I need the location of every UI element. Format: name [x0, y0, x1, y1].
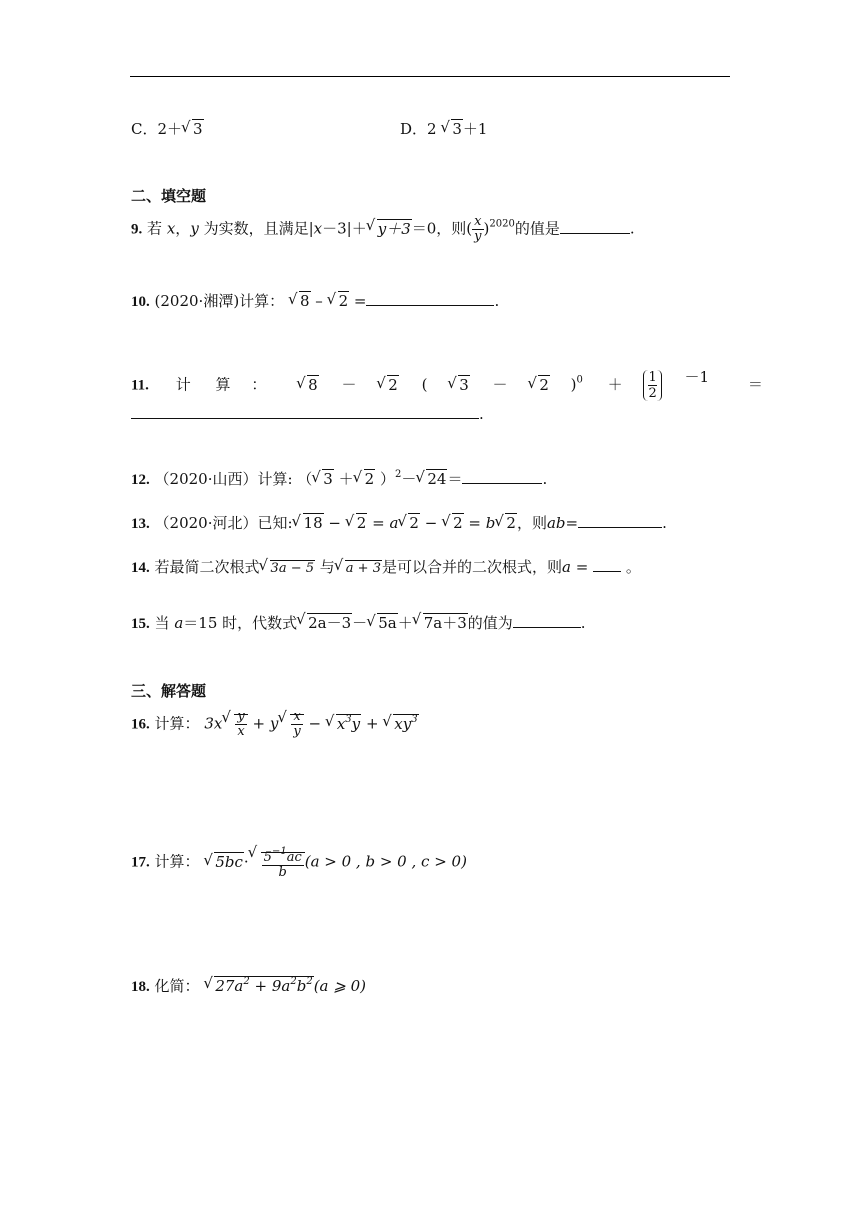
option-d-label: D．2: [400, 120, 437, 138]
option-d-tail: ＋1: [462, 120, 488, 138]
section-heading-solve: 三、解答题: [131, 682, 207, 700]
question-text: ：: [251, 375, 267, 394]
question-number: 18.: [131, 979, 150, 995]
math-var: a: [174, 614, 184, 632]
question-text: ＝15 时，代数式: [183, 614, 298, 632]
question-text: 化简：: [154, 977, 200, 995]
sqrt-expression: √ $\frac{5^{-1}ac}{b}$: [251, 845, 305, 880]
operator: －: [341, 375, 357, 394]
question-13: [131, 512, 667, 533]
question-number: 15.: [131, 616, 150, 632]
question-text: 计: [175, 375, 191, 394]
question-number: 17.: [131, 854, 150, 871]
option-d-sqrt: √ 3: [443, 120, 463, 138]
operator: ＝: [447, 470, 463, 488]
operator: =: [372, 514, 385, 532]
question-11-answer-line: [131, 405, 484, 423]
question-18: [131, 975, 366, 996]
option-c: [131, 118, 204, 139]
operator: ＋: [397, 614, 413, 632]
section-heading-fill-in: 二、填空题: [131, 187, 207, 205]
question-text: .: [662, 514, 667, 532]
question-text: 的值是: [514, 219, 560, 238]
question-text: .: [580, 614, 586, 632]
operator: +: [365, 714, 379, 733]
answer-blank[interactable]: [462, 471, 542, 484]
operator: +: [252, 714, 266, 733]
exponent: －1: [684, 367, 710, 386]
math-var: y: [269, 714, 279, 733]
sqrt-expression: √ 2: [379, 376, 399, 394]
question-text: ): [483, 219, 490, 238]
question-12: [131, 468, 547, 489]
answer-blank[interactable]: [513, 615, 581, 628]
fraction-in-parens: $\frac{1}{2}$: [643, 370, 661, 401]
answer-blank[interactable]: [131, 406, 479, 419]
operator: =: [353, 292, 367, 310]
question-text: 是可以合并的二次根式，则: [381, 558, 562, 576]
operator: －: [352, 614, 368, 632]
question-text: 的值为: [467, 614, 513, 632]
question-text: .: [479, 405, 484, 423]
question-text: 计算：: [154, 852, 200, 871]
question-17: [131, 845, 467, 880]
question-text: 若: [147, 219, 163, 238]
question-text: ）: [379, 470, 395, 488]
exponent: 2020: [489, 218, 515, 230]
fraction: $\frac{x}{y}$: [474, 214, 482, 244]
sqrt-expression: √ $27a^2 + 9a^2b^2$: [206, 976, 313, 995]
question-number: 13.: [131, 516, 150, 532]
answer-blank[interactable]: [560, 221, 630, 234]
sqrt-expression: √ 2: [444, 514, 464, 532]
question-9: [131, 215, 635, 244]
sqrt-expression: √ 7a＋3: [415, 612, 468, 633]
question-text: 与: [319, 558, 335, 576]
sqrt-expression: √ $xy^3$: [385, 714, 418, 733]
question-15: [131, 612, 586, 633]
question-text: ，: [175, 219, 191, 238]
question-number: 9.: [131, 221, 143, 238]
operator: －: [401, 470, 417, 488]
math-var: 3x: [204, 714, 223, 733]
sqrt-expression: √ 2: [348, 514, 368, 532]
exponent: 2: [394, 469, 402, 480]
question-text: .: [542, 470, 548, 488]
sqrt-expression: √ 2a－3: [299, 612, 352, 633]
answer-blank[interactable]: [593, 559, 621, 572]
math-var: ab: [546, 514, 566, 532]
sqrt-expression: √ 3a − 5: [262, 558, 315, 576]
sqrt-expression: √ 3: [450, 376, 470, 394]
math-var: y: [190, 219, 199, 238]
sqrt-expression: √ $x^3y$: [328, 714, 361, 733]
operator: ＋: [338, 470, 354, 488]
sqrt-expression: √ 2: [530, 376, 550, 394]
question-text: 计算：: [154, 714, 200, 733]
sqrt-expression: √ a + 3: [337, 558, 382, 576]
operator: ＋: [607, 375, 623, 394]
option-c-value: 2＋: [157, 120, 183, 138]
question-text: 当: [154, 614, 170, 632]
sqrt-expression: √ 24: [418, 470, 447, 488]
math-var: a: [389, 514, 399, 532]
question-text: (2020·湘潭)计算：: [154, 292, 285, 310]
question-text: 为实数，且满足|: [203, 219, 314, 238]
question-16: [131, 710, 419, 739]
question-text: （2020·山西）计算: （: [154, 470, 313, 488]
sqrt-expression: √ 8: [299, 376, 319, 394]
sqrt-expression: √ 2: [497, 514, 517, 532]
sqrt-expression: √ 2: [330, 292, 350, 310]
question-text: ＝0，则(: [411, 219, 473, 238]
question-text: .: [629, 219, 635, 238]
sqrt-expression: √ 2: [400, 514, 420, 532]
operator: =: [575, 558, 589, 576]
sqrt-expression: √ 5bc: [206, 853, 244, 871]
operator: =: [468, 514, 481, 532]
sqrt-expression: √ 2: [356, 470, 376, 488]
operator: −: [308, 714, 322, 733]
math-var: x: [166, 219, 176, 238]
option-c-sqrt: √ 3: [184, 120, 204, 138]
condition-text: (a > 0 , b > 0 , c > 0): [304, 852, 467, 871]
operator: −: [328, 514, 341, 532]
answer-blank[interactable]: [578, 515, 662, 528]
question-11: [131, 367, 763, 401]
question-number: 12.: [131, 472, 150, 488]
option-d: [400, 118, 487, 139]
question-number: 14.: [131, 560, 150, 576]
question-number: 10.: [131, 294, 150, 310]
operator: ＝: [747, 375, 763, 394]
header-rule: [130, 76, 730, 77]
question-text: 若最简二次根式: [154, 558, 260, 576]
question-text: （2020·河北）已知:: [154, 514, 293, 532]
question-text: 算: [215, 375, 231, 394]
question-number: 11.: [131, 377, 149, 394]
question-number: 16.: [131, 716, 150, 733]
sqrt-expression: √ $\frac{x}{y}$: [280, 710, 303, 739]
sqrt-expression: √ $\frac{y}{x}$: [224, 710, 247, 739]
math-var: b: [485, 514, 496, 532]
question-text: 。: [625, 558, 641, 576]
sqrt-expression: √ 18: [295, 514, 324, 532]
sqrt-expression: √ 3: [314, 470, 334, 488]
math-var: x: [313, 219, 323, 238]
math-var: a: [562, 558, 571, 576]
question-14: [131, 556, 641, 577]
operator: −: [424, 514, 438, 532]
operator: –: [315, 292, 323, 310]
operator: =: [565, 514, 579, 532]
operator: ): [570, 375, 577, 394]
option-c-label: C．: [131, 120, 158, 138]
question-text: .: [494, 292, 500, 310]
operator: －: [492, 375, 508, 394]
sqrt-expression: √ y＋3: [369, 218, 412, 239]
sqrt-expression: √ 8: [291, 292, 311, 310]
question-text: ，则: [516, 514, 547, 532]
question-text: －3|＋: [322, 219, 367, 238]
operator: ·: [243, 852, 249, 871]
sqrt-expression: √ 5a: [369, 614, 398, 632]
question-10: [131, 290, 499, 311]
exponent: 0: [576, 374, 583, 386]
condition-text: (a ⩾ 0): [313, 977, 366, 995]
operator: (: [421, 375, 428, 394]
answer-blank[interactable]: [366, 293, 494, 306]
